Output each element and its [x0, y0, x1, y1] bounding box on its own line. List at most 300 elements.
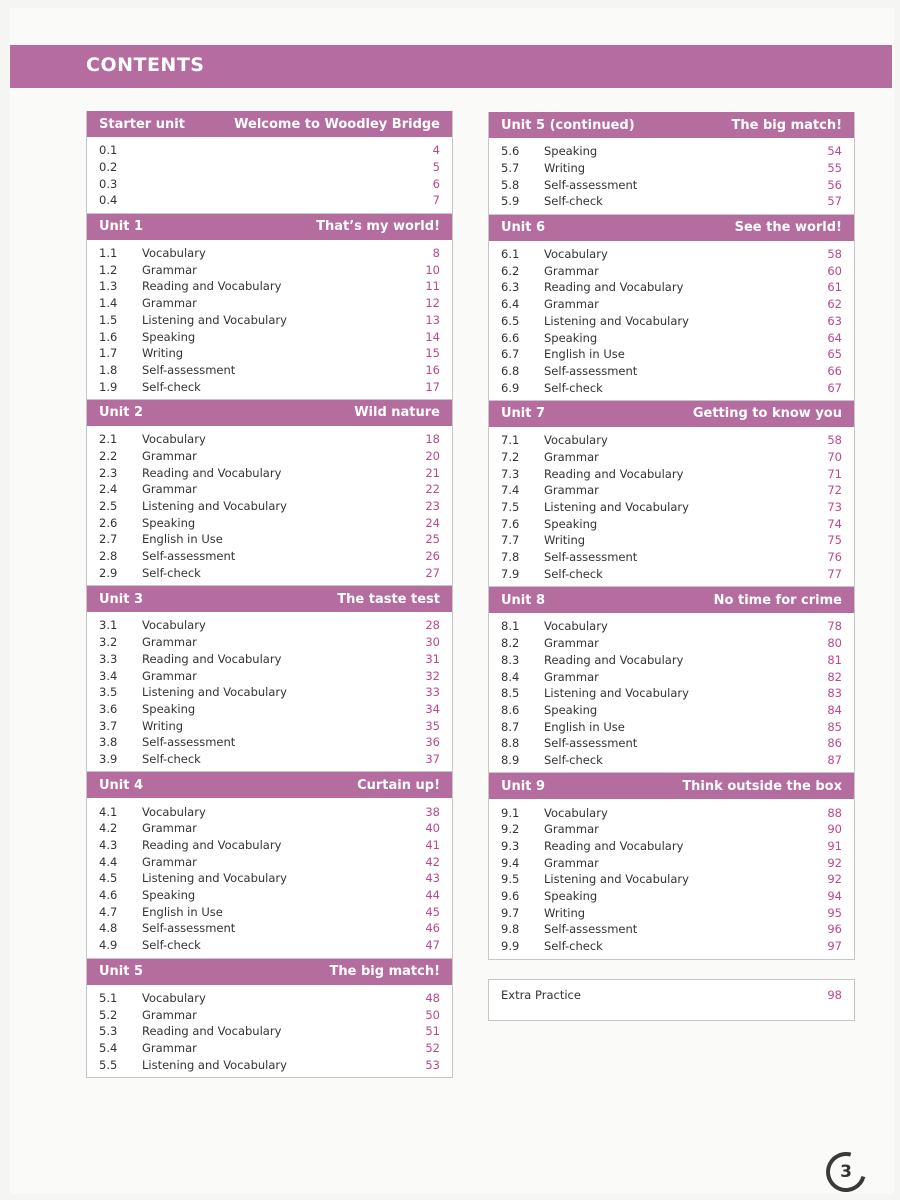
lesson-row[interactable]	[501, 685, 842, 702]
lesson-label: Grammar	[142, 482, 197, 497]
lesson-number: 4.9	[99, 938, 118, 953]
lesson-row[interactable]	[501, 313, 842, 330]
unit-title: Welcome to Woodley Bridge	[234, 116, 440, 132]
unit-name: Unit 7	[501, 406, 546, 422]
lesson-page: 23	[425, 499, 440, 514]
lesson-label: Listening and Vocabulary	[142, 1057, 287, 1072]
lesson-page: 24	[425, 515, 440, 530]
lesson-row[interactable]	[99, 142, 440, 159]
lesson-row[interactable]	[99, 937, 440, 954]
lesson-page: 13	[425, 312, 440, 327]
lesson-label: Grammar	[142, 262, 197, 277]
lesson-row[interactable]	[99, 853, 440, 870]
lesson-page: 46	[425, 921, 440, 936]
lesson-number: 9.5	[501, 872, 520, 887]
lesson-row[interactable]	[99, 192, 440, 209]
unit-rows	[87, 426, 452, 585]
lesson-number: 1.4	[99, 296, 118, 311]
lesson-row[interactable]	[501, 160, 842, 177]
lesson-row[interactable]	[99, 431, 440, 448]
lesson-label: Grammar	[142, 1040, 197, 1055]
lesson-row[interactable]	[99, 837, 440, 854]
lesson-number: 1.3	[99, 279, 118, 294]
lesson-row[interactable]	[501, 718, 842, 735]
lesson-row[interactable]	[501, 921, 842, 938]
lesson-row[interactable]	[501, 279, 842, 296]
lesson-row[interactable]	[501, 635, 842, 652]
lesson-label: Self-check	[142, 565, 201, 580]
lesson-label: Writing	[142, 718, 184, 733]
lesson-label: Reading and Vocabulary	[142, 279, 282, 294]
lesson-label: Speaking	[142, 888, 196, 903]
lesson-label: Reading and Vocabulary	[142, 838, 282, 853]
lesson-row[interactable]	[99, 362, 440, 379]
lesson-number: 4.2	[99, 821, 118, 836]
lesson-page: 84	[827, 702, 842, 717]
lesson-number: 3.6	[99, 701, 118, 716]
lesson-row[interactable]	[99, 564, 440, 581]
unit-title: Getting to know you	[692, 406, 842, 422]
lesson-page: 92	[827, 872, 842, 887]
unit-title: Curtain up!	[357, 777, 440, 793]
lesson-label: Self-assessment	[142, 549, 236, 564]
lesson-number: 4.6	[99, 888, 118, 903]
lesson-number: 3.7	[99, 718, 118, 733]
lesson-row[interactable]	[99, 464, 440, 481]
unit-header	[87, 959, 452, 985]
lesson-row[interactable]	[99, 159, 440, 176]
lesson-label: Listening and Vocabulary	[142, 685, 287, 700]
lesson-row[interactable]	[501, 363, 842, 380]
lesson-number: 2.9	[99, 565, 118, 580]
lesson-label: Speaking	[544, 516, 598, 531]
lesson-page: 95	[827, 905, 842, 920]
lesson-page: 58	[827, 433, 842, 448]
lesson-row[interactable]	[501, 735, 842, 752]
lesson-label: Grammar	[142, 635, 197, 650]
lesson-label: Self-check	[142, 751, 201, 766]
lesson-page: 78	[827, 619, 842, 634]
lesson-page: 32	[425, 668, 440, 683]
lesson-label: Reading and Vocabulary	[544, 652, 684, 667]
lesson-number: 1.7	[99, 346, 118, 361]
unit-rows	[489, 241, 854, 400]
lesson-number: 8.2	[501, 636, 520, 651]
lesson-page: 57	[827, 194, 842, 209]
unit-rows	[489, 799, 854, 958]
lesson-page: 12	[425, 296, 440, 311]
lesson-row[interactable]	[99, 820, 440, 837]
unit-name: Starter unit	[99, 116, 185, 132]
lesson-number: 3.2	[99, 635, 118, 650]
lesson-label: Reading and Vocabulary	[544, 280, 684, 295]
lesson-page: 35	[425, 718, 440, 733]
lesson-row[interactable]	[501, 532, 842, 549]
lesson-page: 41	[425, 838, 440, 853]
lesson-row[interactable]	[99, 531, 440, 548]
lesson-page: 92	[827, 855, 842, 870]
lesson-page: 61	[827, 280, 842, 295]
lesson-row[interactable]	[99, 345, 440, 362]
lesson-label: Listening and Vocabulary	[142, 871, 287, 886]
lesson-page: 83	[827, 686, 842, 701]
lesson-number: 0.1	[99, 143, 118, 158]
lesson-row[interactable]	[99, 1056, 440, 1073]
extra-practice-box[interactable]	[488, 979, 855, 1021]
unit-rows	[489, 613, 854, 772]
lesson-label: Speaking	[544, 702, 598, 717]
lesson-row[interactable]	[99, 634, 440, 651]
lesson-row[interactable]	[99, 701, 440, 718]
lesson-row[interactable]	[501, 176, 842, 193]
lesson-label: Reading and Vocabulary	[142, 1024, 282, 1039]
lesson-row[interactable]	[501, 432, 842, 449]
lesson-label: Reading and Vocabulary	[142, 651, 282, 666]
lesson-row[interactable]	[99, 328, 440, 345]
lesson-number: 3.1	[99, 618, 118, 633]
lesson-row[interactable]	[99, 667, 440, 684]
lesson-label: Self-assessment	[142, 921, 236, 936]
lesson-row[interactable]	[501, 804, 842, 821]
lesson-number: 5.2	[99, 1007, 118, 1022]
lesson-row[interactable]	[501, 938, 842, 955]
unit-section	[488, 587, 855, 773]
lesson-row[interactable]	[99, 1023, 440, 1040]
lesson-label: Grammar	[142, 854, 197, 869]
lesson-row[interactable]	[99, 1040, 440, 1057]
lesson-label: Reading and Vocabulary	[142, 465, 282, 480]
unit-rows	[87, 240, 452, 399]
lesson-row[interactable]	[501, 752, 842, 769]
lesson-number: 5.1	[99, 990, 118, 1005]
lesson-label: Grammar	[142, 1007, 197, 1022]
lesson-number: 4.4	[99, 854, 118, 869]
lesson-row[interactable]	[99, 887, 440, 904]
lesson-row[interactable]	[99, 617, 440, 634]
lesson-number: 6.1	[501, 247, 520, 262]
lesson-row[interactable]	[99, 684, 440, 701]
lesson-row[interactable]	[99, 295, 440, 312]
unit-rows	[87, 612, 452, 771]
lesson-label: Writing	[142, 346, 184, 361]
lesson-label: Speaking	[544, 330, 598, 345]
lesson-number: 0.2	[99, 160, 118, 175]
lesson-number: 1.2	[99, 262, 118, 277]
lesson-label: Reading and Vocabulary	[544, 466, 684, 481]
lesson-row[interactable]	[501, 821, 842, 838]
lesson-number: 6.7	[501, 347, 520, 362]
lesson-number: 9.1	[501, 805, 520, 820]
lesson-label: Grammar	[544, 669, 599, 684]
lesson-row[interactable]	[501, 143, 842, 160]
lesson-row[interactable]	[99, 990, 440, 1007]
unit-section	[488, 112, 855, 215]
lesson-number: 6.5	[501, 313, 520, 328]
lesson-number: 8.1	[501, 619, 520, 634]
unit-header	[489, 401, 854, 427]
lesson-page: 47	[425, 938, 440, 953]
lesson-row[interactable]	[501, 838, 842, 855]
lesson-row[interactable]	[99, 175, 440, 192]
lesson-number: 3.4	[99, 668, 118, 683]
lesson-page: 14	[425, 329, 440, 344]
lesson-label: Grammar	[544, 822, 599, 837]
lesson-row[interactable]	[99, 548, 440, 565]
page-number: 3	[840, 1162, 852, 1182]
lesson-row[interactable]	[501, 515, 842, 532]
lesson-label: Self-check	[544, 566, 603, 581]
lesson-row[interactable]	[501, 549, 842, 566]
lesson-row[interactable]	[99, 498, 440, 515]
lesson-page: 75	[827, 533, 842, 548]
unit-header	[87, 214, 452, 240]
page-title: CONTENTS	[86, 54, 205, 76]
lesson-row[interactable]	[501, 482, 842, 499]
unit-name: Unit 8	[501, 592, 546, 608]
lesson-row[interactable]	[501, 854, 842, 871]
lesson-row[interactable]	[99, 920, 440, 937]
unit-title: The taste test	[337, 591, 440, 607]
lesson-row[interactable]	[99, 261, 440, 278]
lesson-label: Self-check	[544, 380, 603, 395]
lesson-page: 7	[432, 193, 440, 208]
unit-name: Unit 5	[99, 964, 144, 979]
lesson-row[interactable]	[99, 1006, 440, 1023]
lesson-row[interactable]	[501, 262, 842, 279]
lesson-row[interactable]	[501, 652, 842, 669]
lesson-row[interactable]	[99, 481, 440, 498]
lesson-label: Self-assessment	[544, 363, 638, 378]
lesson-page: 44	[425, 888, 440, 903]
lesson-row[interactable]	[99, 378, 440, 395]
lesson-page: 36	[425, 735, 440, 750]
lesson-row[interactable]	[99, 245, 440, 262]
lesson-number: 5.3	[99, 1024, 118, 1039]
unit-section	[86, 772, 453, 958]
lesson-number: 5.8	[501, 177, 520, 192]
lesson-number: 7.1	[501, 433, 520, 448]
lesson-label: Vocabulary	[142, 432, 206, 447]
lesson-label: Listening and Vocabulary	[544, 686, 689, 701]
lesson-page: 26	[425, 549, 440, 564]
lesson-row[interactable]	[501, 329, 842, 346]
unit-section	[86, 111, 453, 214]
lesson-number: 7.7	[501, 533, 520, 548]
lesson-number: 8.4	[501, 669, 520, 684]
lesson-row[interactable]	[501, 193, 842, 210]
lesson-row[interactable]	[99, 278, 440, 295]
lesson-number: 1.5	[99, 312, 118, 327]
lesson-page: 8	[432, 246, 440, 261]
lesson-number: 4.1	[99, 804, 118, 819]
lesson-page: 56	[827, 177, 842, 192]
unit-section	[488, 215, 855, 401]
lesson-page: 67	[827, 380, 842, 395]
unit-header	[87, 772, 452, 798]
lesson-label: Writing	[544, 533, 586, 548]
lesson-label: Self-check	[142, 379, 201, 394]
lesson-page: 82	[827, 669, 842, 684]
lesson-page: 85	[827, 719, 842, 734]
lesson-number: 5.5	[99, 1057, 118, 1072]
unit-name: Unit 6	[501, 220, 546, 236]
lesson-number: 0.3	[99, 176, 118, 191]
unit-header	[489, 773, 854, 799]
lesson-row[interactable]	[99, 448, 440, 465]
lesson-row[interactable]	[501, 904, 842, 921]
unit-section	[488, 401, 855, 587]
lesson-number: 4.7	[99, 904, 118, 919]
lesson-row[interactable]	[501, 668, 842, 685]
lesson-row[interactable]	[99, 803, 440, 820]
lesson-number: 9.8	[501, 922, 520, 937]
lesson-label: Vocabulary	[142, 804, 206, 819]
lesson-label: Self-check	[544, 194, 603, 209]
lesson-page: 10	[425, 262, 440, 277]
lesson-label: Self-check	[544, 752, 603, 767]
lesson-number: 5.6	[501, 144, 520, 159]
unit-title: See the world!	[734, 220, 842, 236]
lesson-number: 7.4	[501, 483, 520, 498]
lesson-label: English in Use	[142, 532, 223, 547]
lesson-page: 42	[425, 854, 440, 869]
lesson-number: 2.7	[99, 532, 118, 547]
lesson-page: 91	[827, 839, 842, 854]
lesson-label: English in Use	[544, 719, 625, 734]
lesson-page: 27	[425, 565, 440, 580]
lesson-number: 1.9	[99, 379, 118, 394]
lesson-page: 28	[425, 618, 440, 633]
lesson-row[interactable]	[99, 751, 440, 768]
lesson-page: 65	[827, 347, 842, 362]
lesson-page: 17	[425, 379, 440, 394]
lesson-page: 45	[425, 904, 440, 919]
lesson-number: 6.9	[501, 380, 520, 395]
lesson-page: 25	[425, 532, 440, 547]
lesson-label: Self-assessment	[142, 362, 236, 377]
lesson-number: 6.4	[501, 297, 520, 312]
lesson-label: Grammar	[544, 636, 599, 651]
lesson-page: 58	[827, 247, 842, 262]
lesson-row[interactable]	[501, 871, 842, 888]
lesson-page: 51	[425, 1024, 440, 1039]
unit-title: That’s my world!	[316, 219, 440, 235]
lesson-page: 71	[827, 466, 842, 481]
lesson-page: 86	[827, 736, 842, 751]
lesson-label: Listening and Vocabulary	[544, 313, 689, 328]
unit-rows	[489, 138, 854, 214]
unit-header	[489, 215, 854, 241]
lesson-label: English in Use	[544, 347, 625, 362]
lesson-row[interactable]	[99, 717, 440, 734]
unit-section	[488, 773, 855, 959]
lesson-number: 2.2	[99, 448, 118, 463]
lesson-number: 9.4	[501, 855, 520, 870]
lesson-number: 8.7	[501, 719, 520, 734]
lesson-label: Speaking	[142, 701, 196, 716]
lesson-label: Speaking	[544, 889, 598, 904]
lesson-number: 8.8	[501, 736, 520, 751]
lesson-label: Speaking	[142, 329, 196, 344]
unit-header	[489, 112, 854, 138]
unit-rows	[489, 427, 854, 586]
contents-header-band	[10, 45, 892, 88]
lesson-number: 2.6	[99, 515, 118, 530]
lesson-number: 7.6	[501, 516, 520, 531]
lesson-row[interactable]	[99, 903, 440, 920]
lesson-number: 5.7	[501, 161, 520, 176]
lesson-label: Self-check	[544, 939, 603, 954]
lesson-row[interactable]	[501, 296, 842, 313]
lesson-page: 4	[432, 143, 440, 158]
lesson-page: 64	[827, 330, 842, 345]
left-column	[86, 111, 453, 1078]
lesson-label: Grammar	[142, 668, 197, 683]
lesson-row[interactable]	[501, 346, 842, 363]
unit-title: Wild nature	[354, 405, 440, 421]
lesson-row[interactable]	[99, 312, 440, 329]
lesson-page: 52	[425, 1040, 440, 1055]
lesson-row[interactable]	[501, 449, 842, 466]
lesson-number: 2.3	[99, 465, 118, 480]
lesson-page: 48	[425, 990, 440, 1005]
lesson-row[interactable]	[501, 888, 842, 905]
lesson-number: 7.8	[501, 550, 520, 565]
unit-name: Unit 2	[99, 405, 144, 421]
lesson-number: 7.2	[501, 449, 520, 464]
lesson-number: 9.2	[501, 822, 520, 837]
unit-header	[87, 586, 452, 612]
lesson-label: Self-assessment	[142, 735, 236, 750]
unit-header	[489, 587, 854, 613]
unit-section	[86, 214, 453, 400]
lesson-number: 4.3	[99, 838, 118, 853]
lesson-label: Reading and Vocabulary	[544, 839, 684, 854]
lesson-row[interactable]	[501, 379, 842, 396]
lesson-label: Self-assessment	[544, 922, 638, 937]
lesson-row[interactable]	[501, 702, 842, 719]
lesson-label: Self-assessment	[544, 736, 638, 751]
unit-section	[86, 400, 453, 586]
lesson-page: 38	[425, 804, 440, 819]
lesson-row[interactable]	[99, 514, 440, 531]
lesson-page: 5	[432, 160, 440, 175]
lesson-row[interactable]	[99, 870, 440, 887]
lesson-page: 33	[425, 685, 440, 700]
lesson-label: Listening and Vocabulary	[544, 500, 689, 515]
lesson-page: 94	[827, 889, 842, 904]
lesson-row[interactable]	[501, 565, 842, 582]
lesson-row[interactable]	[501, 618, 842, 635]
lesson-page: 11	[425, 279, 440, 294]
lesson-row[interactable]	[501, 499, 842, 516]
lesson-row[interactable]	[501, 465, 842, 482]
lesson-page: 50	[425, 1007, 440, 1022]
lesson-number: 8.9	[501, 752, 520, 767]
lesson-number: 5.9	[501, 194, 520, 209]
lesson-page: 43	[425, 871, 440, 886]
lesson-row[interactable]	[99, 651, 440, 668]
lesson-label: Grammar	[142, 821, 197, 836]
lesson-number: 7.5	[501, 500, 520, 515]
lesson-number: 9.3	[501, 839, 520, 854]
lesson-number: 2.1	[99, 432, 118, 447]
lesson-row[interactable]	[501, 246, 842, 263]
lesson-label: Vocabulary	[544, 247, 608, 262]
lesson-number: 6.3	[501, 280, 520, 295]
lesson-row[interactable]	[99, 734, 440, 751]
lesson-label: Self-assessment	[544, 177, 638, 192]
